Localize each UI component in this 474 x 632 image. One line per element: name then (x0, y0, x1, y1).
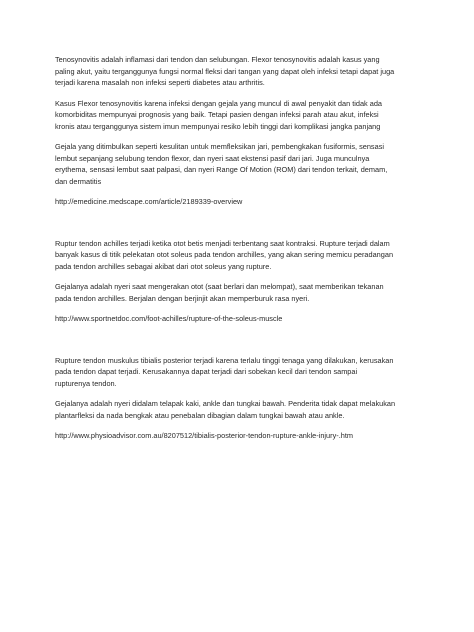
paragraph-tibialis-symptoms: Gejalanya adalah nyeri didalam telapak kaki, ankle dan tungkai bawah. Penderita tidak dapat melakukan plantarfleksi da nada bengkak atau penebalan dibagian dalam tungkai bawah atau ankle. (55, 399, 396, 420)
reference-url-medscape: http://emedicine.medscape.com/article/2189339-overview (55, 197, 243, 206)
paragraph-tenosynovitis-definition: Tenosynovitis adalah inflamasi dari tendon dan selubungan. Flexor tenosynovitis adalah kasus yang paling akut, yaitu terganggunya fungsi normal fleksi dari tangan yang dapat oleh infeksi tetapi dapat juga terjadi karena masalah non infeksi seperti diabetes atau arthritis. (55, 55, 395, 87)
paragraph-flexor-symptoms: Gejala yang ditimbulkan seperti kesulitan untuk memfleksikan jari, pembengkakan fusiformis, sensasi lembut sepanjang selubung tendon flexor, dan nyeri saat ekstensi pasif dari jari. Juga munculnya erythema, sensasi lembut saat palpasi, dan nyeri Range Of Motion (ROM) dari tendon terkait, demam, dan dermatitis (55, 142, 388, 186)
reference-url-physioadvisor: http://www.physioadvisor.com.au/8207512/tibialis-posterior-tendon-rupture-ankle-injury-.htm (55, 431, 353, 440)
document-body (55, 54, 427, 442)
paragraph-achilles-symptoms: Gejalanya adalah nyeri saat mengerakan otot (saat berlari dan melompat), saat memberikan tekanan pada tendon archilles. Berjalan dengan berjinjit akan memperburuk rasa nyeri. (55, 282, 384, 303)
paragraph-flexor-prognosis: Kasus Flexor tenosynovitis karena infeksi dengan gejala yang muncul di awal penyakit dan tidak ada komorbiditas mempunyai prognosis yang baik. Tetapi pasien dengan infeksi parah atau akut, infeksi kronis atau terganggunya sistem imun mempunyai resiko lebih tinggi dari komplikasi jangka panjang (55, 98, 382, 131)
paragraph-tibialis-rupture: Rupture tendon muskulus tibialis posterior terjadi karena terlalu tinggi tenaga yang dilakukan, kerusakan pada tendon dapat terjadi. Kerusakannya dapat terjadi dari sobekan kecil dari tendon sampai rupturenya tendon. (55, 355, 394, 388)
paragraph-achilles-rupture: Ruptur tendon achilles terjadi ketika otot betis menjadi terbentang saat kontraksi. Rupture terjadi dalam banyak kasus di titik pelekatan otot soleus pada tendon archilles, yang akan sering memicu peradangan pada tendon archilles sebagai akibat dari otot soleus yang rupture. (55, 238, 394, 271)
reference-url-sportnetdoc: http://www.sportnetdoc.com/foot-achilles/rupture-of-the-soleus-muscle (55, 314, 283, 323)
